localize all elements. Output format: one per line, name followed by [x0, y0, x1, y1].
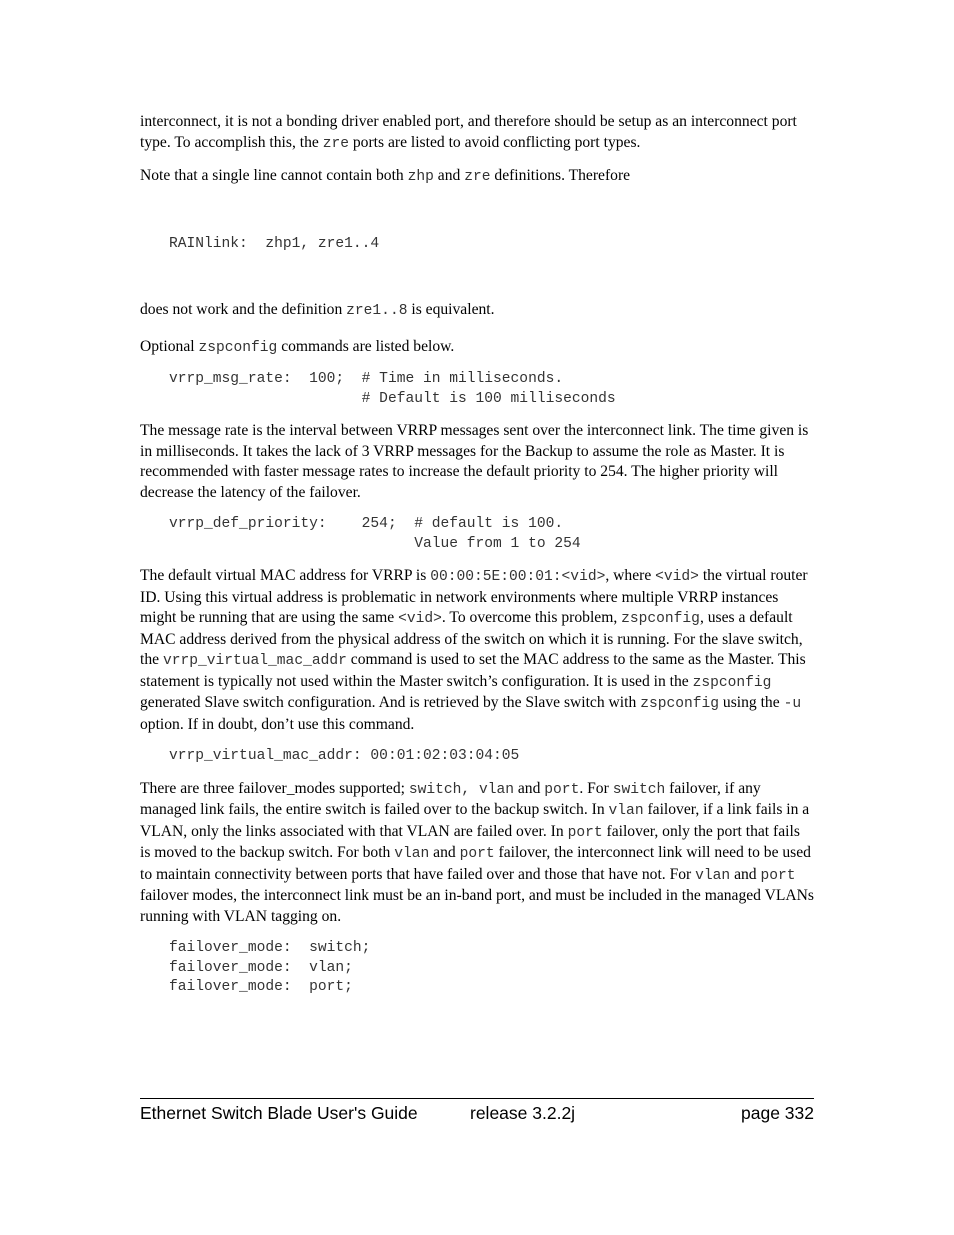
paragraph-message-rate: The message rate is the interval between VRRP messages sent over the interconnect link. The time given is in milliseconds. It takes the lack of 3 VRRP messages for the Backup to assume the role as Master. It is recommended with faster message rates to increase the default priority to 254. The higher priority will decrease the latency of the failover. — [140, 422, 809, 501]
paragraph-equivalent: does not work and the definition zre1..8 is equivalent. — [140, 301, 495, 319]
code-rainlink: RAINlink: zhp1, zre1..4 — [169, 235, 380, 252]
paragraph-failover-modes: There are three failover_modes supported; switch, vlan and port. For switch failover, if any managed link fails, the entire switch is failed over to the backup switch. In vlan failover, if a link fails in a VLAN, only the links associated with that VLAN are failed over. In port failover, only the port that fails is moved to the backup switch. For both vlan and port failover, the interconnect link will need to be used to maintain connectivity between ports that have failed over and those that have not. For vlan and port failover modes, the interconnect link must be an in-band port, and must be included in the managed VLANs running with VLAN tagging on. — [140, 779, 814, 925]
page-body — [140, 112, 814, 998]
footer-page-number: page 332 — [741, 1103, 814, 1123]
paragraph-interconnect: interconnect, it is not a bonding driver enabled port, and therefore should be setup as an interconnect port type. To accomplish this, the zre ports are listed to avoid conflicting port types. — [140, 113, 797, 152]
paragraph-optional: Optional zspconfig commands are listed below. — [140, 337, 455, 356]
code-virtual-mac: vrrp_virtual_mac_addr: 00:01:02:03:04:05 — [169, 748, 520, 764]
paragraph-virtual-mac: The default virtual MAC address for VRRP is 00:00:5E:00:01:<vid>, where <vid> the virtual router ID. Using this virtual address is problematic in network environments where multiple VRRP instances might be running that are using the same <vid>. To overcome this problem, zspconfig, uses a default MAC address derived from the physical address of the switch on which it is running. For the slave switch, the vrrp_virtual_mac_addr command is used to set the MAC address to the same as the Master. This statement is typically not used within the Master switch’s configuration. It is used in the zspconfig generated Slave switch configuration. And is retrieved by the Slave switch with zspconfig using the -u option. If in doubt, don’t use this command. — [140, 567, 808, 733]
paragraph-note: Note that a single line cannot contain both zhp and zre definitions. Therefore — [140, 167, 631, 185]
code-msg-rate: vrrp_msg_rate: 100; # Time in milliseconds. # Default is 100 milliseconds — [169, 371, 616, 407]
page-footer — [140, 1098, 814, 1126]
footer-release: release 3.2.2j — [470, 1103, 576, 1123]
code-def-priority: vrrp_def_priority: 254; # default is 100. Value from 1 to 254 — [169, 516, 581, 552]
code-failover-mode: failover_mode: switch; failover_mode: vlan; failover_mode: port; — [169, 940, 371, 995]
footer-title: Ethernet Switch Blade User's Guide — [140, 1103, 418, 1123]
